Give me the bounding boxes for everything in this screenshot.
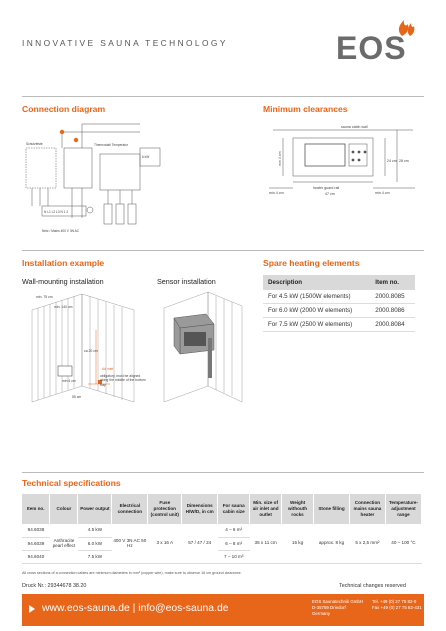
tech-header-dimensions: Dimensions H/W/D, in cm: [182, 494, 218, 524]
installation-note: obligatory, must be aligned along the middle of the bottom tray: [100, 374, 146, 387]
kw-label: 6 kW: [142, 155, 150, 159]
tech-header-temp: Temperature-adjustment range: [385, 494, 421, 524]
tech-table-header: [22, 494, 422, 524]
guard-label: heater guard rail: [313, 186, 340, 190]
wall-installation-drawing: [22, 290, 152, 408]
right-h1-label: 24 cm: [387, 159, 397, 163]
air-inlet-label: Air inlet: [102, 367, 114, 371]
tech-dimensions: 57 / 47 / 24: [182, 524, 218, 563]
changes-reserved: Technical changes reserved: [339, 583, 406, 589]
spare-item-no: 2000.8085: [370, 290, 415, 304]
mains-label: Netz / Mains 400 V 3N AC: [42, 229, 80, 233]
logo-text: EOS: [336, 30, 407, 66]
table-row: [263, 304, 415, 318]
spare-header-description: Description: [263, 275, 370, 290]
thermostat-label: Thermostat/ Temperatur: [94, 143, 128, 147]
address-line: EOS Saunatechnik GmbH: [312, 599, 364, 604]
spare-elements-table: [263, 275, 415, 332]
width-label: 47 cm: [325, 192, 335, 196]
tech-header-colour: Colour: [50, 494, 78, 524]
left-height-label: min 4 cm: [278, 151, 282, 166]
table-row: [263, 318, 415, 332]
dim2-label: min. 140 cm: [54, 305, 73, 309]
address-line: D-35759 Driedorf: [312, 605, 346, 611]
connection-title: Connection diagram: [22, 104, 106, 114]
tech-header-mains: Connection mains sauna heater: [349, 494, 385, 524]
dim4-label: min 4 cm: [62, 379, 76, 383]
tech-cabin-size: 7 – 10 m³: [218, 550, 250, 563]
address-line: Germany: [312, 611, 331, 617]
tech-cabin-size: 4 – 6 m³: [218, 524, 250, 537]
tech-colour: Anthracite pearl effect: [50, 524, 78, 563]
tech-mains: 5 x 2,5 mm²: [349, 524, 385, 563]
sensor-installation-drawing: [160, 290, 244, 408]
table-row: [263, 290, 415, 304]
spare-description: For 7.5 kW (2500 W elements): [263, 318, 370, 332]
wall-installation-title: Wall-mounting installation: [22, 277, 104, 286]
sensor-installation-title: Sensor installation: [157, 277, 216, 286]
tech-header-fuse: Fuse protection (control unit): [148, 494, 182, 524]
print-number: Druck Nr.: 29344678 38.20: [22, 583, 87, 589]
tech-power: 7.5 kW: [78, 550, 112, 563]
tech-weight: 15 kg: [282, 524, 314, 563]
schuetz-label: Schutzfeste: [26, 142, 43, 146]
bottom-right-label: min 4 cm: [375, 191, 390, 195]
tech-header-item: Item no.: [22, 494, 50, 524]
bottom-left-label: min 4 cm: [269, 191, 284, 195]
spare-header-item: Item no.: [370, 275, 415, 290]
spare-item-no: 2000.8084: [370, 318, 415, 332]
tech-header-cabin: For sauna cabin size: [218, 494, 250, 524]
clearances-title: Minimum clearances: [263, 104, 348, 114]
tech-specs-table: [22, 494, 422, 564]
tech-header-power: Power output: [78, 494, 112, 524]
arrow-right-icon: [28, 604, 36, 614]
tech-stone: approx. 8 kg: [314, 524, 350, 563]
terminals-label: N L1 L2 L3 N 1 2: [44, 210, 69, 214]
tech-cabin-size: 6 – 8 m³: [218, 537, 250, 550]
spare-title: Spare heating elements: [263, 258, 360, 268]
tech-temp: 40 – 100 °C: [385, 524, 421, 563]
dim1-label: min. 75 cm: [36, 295, 53, 299]
tech-header-air: Min. size of air inlet and outlet: [250, 494, 282, 524]
tagline: INNOVATIVE SAUNA TECHNOLOGY: [22, 38, 228, 48]
tech-item-no: 94.6038: [22, 524, 50, 537]
spare-description: For 6.0 kW (2000 W elements): [263, 304, 370, 318]
tech-electrical: 400 V 3N AC 50 Hz: [112, 524, 148, 563]
page-header: [0, 0, 446, 78]
phone-line: Tel. +49 (0) 27 75 82-0: [372, 599, 417, 604]
tech-header-weight: Weight withouth rocks: [282, 494, 314, 524]
section-divider-bottom: [22, 472, 424, 473]
fax-line: Fax +49 (0) 27 75 82-431: [372, 605, 422, 611]
clearances-diagram: [263, 120, 423, 200]
spare-item-no: 2000.8086: [370, 304, 415, 318]
footer-address: [312, 599, 363, 617]
tech-footnote: All cross sections of a connection cables are minimum diameters in mm² (copper wire), make sure to observe 16 cm ground clearance.: [22, 571, 242, 575]
installation-title: Installation example: [22, 258, 105, 268]
tech-power: 4.5 kW: [78, 524, 112, 537]
connection-diagram: [22, 118, 182, 242]
tech-title: Technical specifications: [22, 478, 121, 488]
spare-description: For 4.5 kW (1500W elements): [263, 290, 370, 304]
table-row: [22, 524, 422, 537]
tech-header-stone: Stone filling: [314, 494, 350, 524]
footer-bar: [22, 594, 424, 626]
tech-header-electrical: Electrical connection: [112, 494, 148, 524]
dim5-label: 55 cm: [72, 395, 82, 399]
tech-power: 6.0 kW: [78, 537, 112, 550]
tech-item-no: 94.6040: [22, 550, 50, 563]
footer-phone: [372, 599, 422, 611]
ceiling-label: sauna cabin wall: [341, 125, 368, 129]
tech-air: 35 x 11 cm: [250, 524, 282, 563]
spare-table-header: [263, 275, 415, 290]
tech-fuse: 3 x 16 A: [148, 524, 182, 563]
eos-logo: [336, 8, 428, 68]
section-divider-middle: [22, 250, 424, 251]
tech-item-no: 94.6039: [22, 537, 50, 550]
right-h2-label: 28 cm: [399, 159, 409, 163]
section-divider-top: [22, 96, 424, 97]
footer-web-links[interactable]: www.eos-sauna.de | info@eos-sauna.de: [42, 603, 229, 614]
dim3-label: ca 20 cm: [84, 349, 98, 353]
